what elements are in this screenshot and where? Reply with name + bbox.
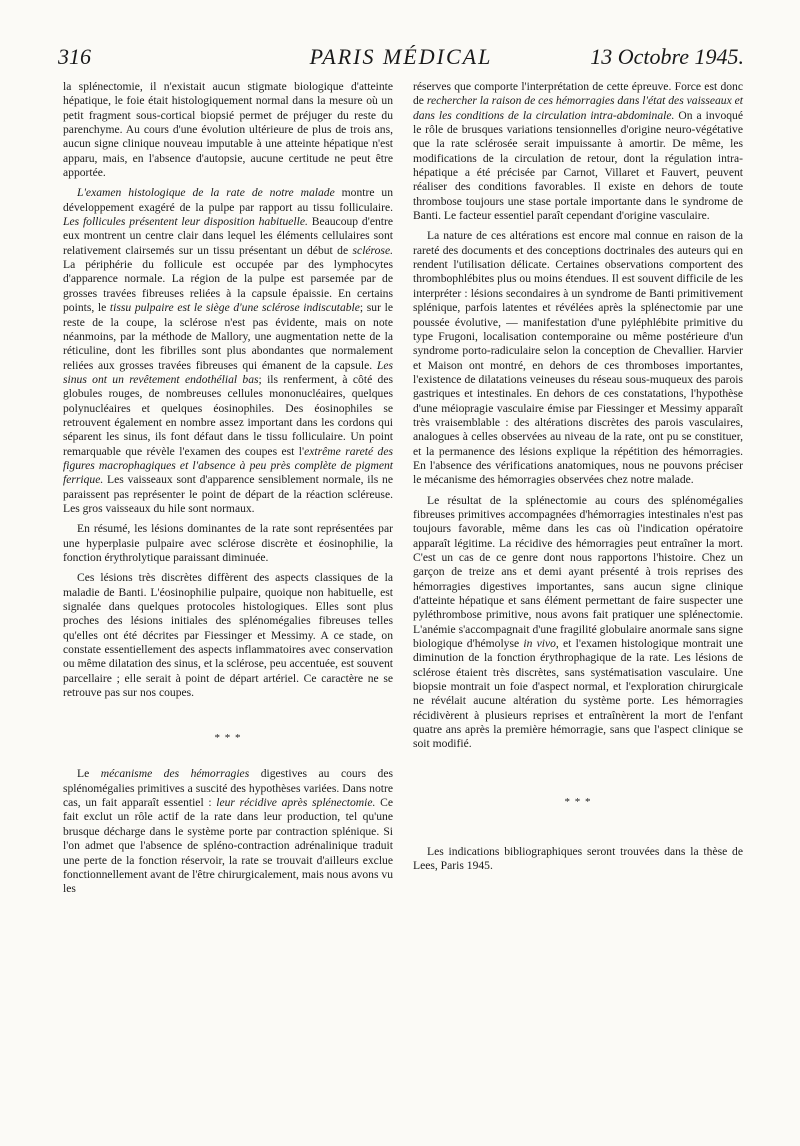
emphasis: Les follicules présentent leur disposition habituelle. — [63, 215, 308, 229]
paragraph: Ces lésions très discrètes diffèrent des aspects classiques de la maladie de Banti. L'éosinophilie pulpaire, quoique non habituelle, est signalée dans quelques protocoles histologiques. Elles sont plus proches des lésions initiales des splénomégalies fibreuses telles qu'elles ont été décrites par Fiessinger et Messimy. A ce stade, on constate essentiellement des aspects inflammatoires avec conservation ou même dilatation des sinus, et la sclérose, peu accentuée, est souvent parcellaire ; elle serait à point de départ artériel. Ce caractère ne se retrouve pas sur nos coupes. — [63, 571, 393, 700]
journal-title: PARIS MÉDICAL — [309, 44, 493, 69]
paragraph: En résumé, les lésions dominantes de la rate sont représentées par une hyperplasie pulpaire avec sclérose discrète et éosinophilie, la fonction érythrolytique paraissant diminuée. — [63, 522, 393, 564]
issue-date: 13 Octobre 1945. — [590, 44, 744, 69]
bibliography-note: Les indications bibliographiques seront trouvées dans la thèse de Lees, Paris 1945. — [413, 844, 743, 873]
section-asterism: * * * — [564, 795, 592, 808]
paragraph: Le résultat de la splénectomie au cours des splénomégalies fibreuses primitives accompagnées d'hémorragies intestinales n'est pas toujours favorable, même dans les cas où l'indication opératoire apparaît légitime. La récidive des hémorragies peut entraîner la mort. C'est un cas de ce genre dont nous rapportons l'histoire. Chez un garçon de treize ans et demi ayant présenté à trois reprises des hémorragies digestives importantes, sans aucun signe clinique d'atteinte hépatique et sans élément permettant de faire suspecter une pyléthrombose primitive, nous avons fait pratiquer une splénectomie. L'anémie s'accompagnait d'une fragilité globulaire anormale sans signe biologique d'hémolyse in vivo, et l'examen histologique montrait une diminution de la fonction érythrophagique de la rate. Les lésions de sclérose étaient très discrètes, sans systématisation vasculaire. Une biopsie montrait un foie d'aspect normal, et l'exploration chirurgicale ne révélait aucune altération du système porte. Les hémorragies récidivèrent à plusieurs reprises et entraînèrent la mort de l'enfant quatre ans après la première hémorragie, sans que l'aspect clinique se soit modifié. — [413, 493, 743, 751]
emphasis: mécanisme des hémorragies — [100, 767, 250, 781]
emphasis: sclérose. — [352, 243, 393, 257]
page-number: 316 — [58, 44, 91, 69]
left-column — [63, 80, 393, 897]
paragraph: La nature de ces altérations est encore mal connue en raison de la rareté des documents et des conceptions doctrinales des auteurs qui en rendent l'utilisation délicate. Certaines observations comportent des thrombophlébites plus ou moins étendues. Il est souvent difficile de les interpréter : lésions secondaires à un syndrome de Banti primitivement splénique, parfois latentes et révélées après la splénectomie par une poussée évolutive, — manifestation d'une pyléphlébite primitive du type Frugoni, localisation contemporaine ou même postérieure d'un syndrome porto-radiculaire selon la conception de Chevallier. Harvier et Maison ont montré, en dehors de ces thromboses importantes, l'existence de dilatations veineuses du réseau sous-muqueux des parois gastriques et intestinales. En dehors de ces constatations, l'hypothèse d'une méiopragie vasculaire émise par Fiessinger et Messimy apparaît très vraisemblable : des altérations discrètes des parois vasculaires, analogues à celles observées au niveau de la rate, ont pu se constituer, et la permanence des lésions explique la répétition des hémorragies. En l'absence des vérifications anatomiques, nous ne pouvons préciser le mécanisme des hémorragies observées chez notre malade. — [413, 229, 743, 487]
emphasis: L'examen histologique de la rate de notre malade — [77, 186, 335, 200]
emphasis: rechercher la raison de ces hémorragies dans l'état des vaisseaux et dans les conditions de la circulation intra-abdominale. — [413, 94, 744, 122]
section-asterism: * * * — [214, 732, 242, 745]
right-column — [413, 80, 743, 874]
emphasis: Les sinus ont un revêtement endothélial bas — [63, 358, 393, 386]
emphasis: tissu pulpaire est le siège d'une sclérose indiscutable — [109, 301, 360, 315]
paragraph: réserves que comporte l'interprétation de cette épreuve. Force est donc de rechercher la raison de ces hémorragies dans l'état des vaisseaux et dans les conditions de la circulation intra-abdominale. On a invoqué le rôle de brusques variations tensionnelles d'origine neuro-végétative que la rate sclérosée serait impuissante à amortir. De même, les modifications de la circulation de retour, dont la régulation intra-hépatique a été précisée par Carnot, Villaret et Fauvert, peuvent réaliser des conditions favorables. Il existe en dehors de toute thrombose toujours une stase portale importante dans le syndrome de Banti. Le facteur essentiel paraît cependant d'origine vasculaire. — [413, 80, 744, 223]
paragraph: Le mécanisme des hémorragies digestives au cours des splénomégalies primitives a suscité des hypothèses variées. Dans notre cas, un fait apparaît essentiel : leur récidive après splénectomie. Ce fait exclut un rôle actif de la rate dans leur production, tel qu'une brusque décharge dans le système porte par contraction splénique. Si l'on admet que l'absence de spléno-contraction adrénalinique traduit une perte de la fonction réservoir, la rate se trouvait d'ailleurs exclue fonctionnellement avant de l'être chirurgicalement, mais nous avons vu les — [63, 767, 393, 896]
emphasis: leur récidive après splénectomie. — [216, 796, 376, 810]
emphasis: in vivo — [523, 637, 556, 651]
emphasis: extrême rareté des figures macrophagiques et l'absence à peu près complète de pigment ferrique. — [63, 444, 394, 487]
paragraph: la splénectomie, il n'existait aucun stigmate biologique d'atteinte hépatique, le foie était histologiquement normal dans la mesure où un petit fragment sous-cortical biopsié permet de préjuger du reste du parenchyme. Au cours d'une évolution ultérieure de plus de trois ans, aucun signe clinique nouveau imputable à une atteinte hépatique n'est apparu, mais, en l'absence d'autopsie, aucune certitude ne peut être apportée. — [63, 80, 393, 180]
running-header — [58, 40, 744, 74]
paragraph: L'examen histologique de la rate de notre malade montre un développement exagéré de la pulpe par rapport au tissu folliculaire. Les follicules présentent leur disposition habituelle. Beaucoup d'entre eux montrent un centre clair dans lequel les éléments cellulaires sont relativement clairsemés sur un tissu présentant un début de sclérose. La périphérie du follicule est occupée par des lymphocytes d'apparence normale. La région de la pulpe est parsemée par de grosses travées fibreuses reliées à la capsule épaissie. En certains points, le tissu pulpaire est le siège d'une sclérose indiscutable; sur le reste de la coupe, la sclérose n'est pas évidente, mais on note néanmoins, par la méthode de Mallory, une augmentation nette de la réticuline, dont les fibrilles sont plus abondantes que normalement reliées aux grosses travées fibreuses qui émanent de la capsule. Les sinus ont un revêtement endothélial bas; ils renferment, à côté des globules rouges, de nombreuses cellules mononucléaires, quelques polynucléaires et quelques éosinophiles. Des éosinophiles se retrouvent également en nombre assez important dans les cordons qui séparent les sinus, ils font défaut dans le tissu folliculaire. Un point remarquable que révèle l'examen des coupes est l'extrême rareté des figures macrophagiques et l'absence à peu près complète de pigment ferrique. Les vaisseaux sont d'apparence sensiblement normale, ils ne paraissent pas représenter le point de départ de la réaction scléreuse. Les gros vaisseaux du hile sont normaux. — [63, 186, 394, 515]
